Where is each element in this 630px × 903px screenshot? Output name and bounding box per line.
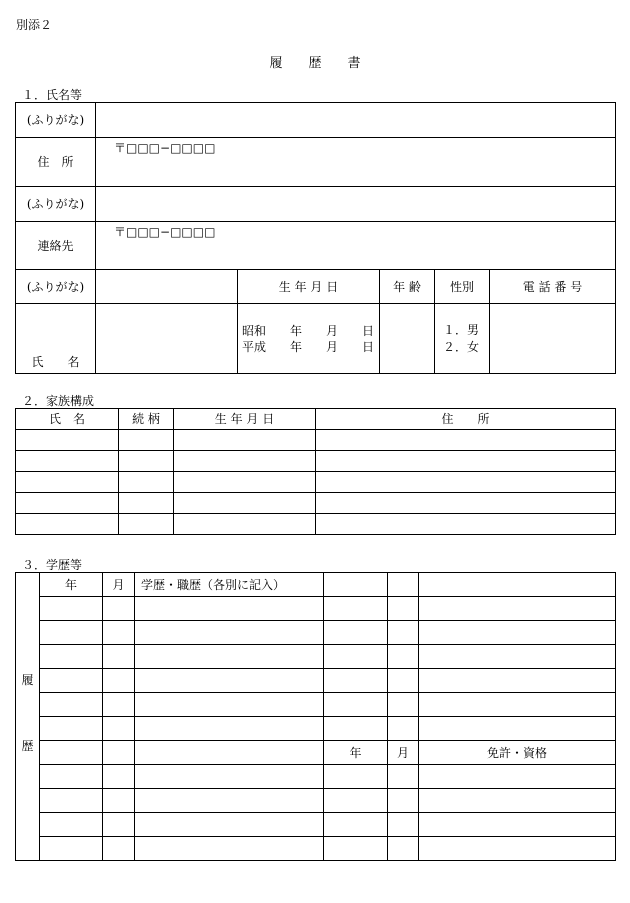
history-cell[interactable] bbox=[40, 693, 103, 717]
history-cell[interactable] bbox=[419, 789, 616, 813]
phone-header: 電 話 番 号 bbox=[490, 270, 616, 304]
table-row bbox=[16, 789, 616, 813]
history-cell[interactable] bbox=[135, 789, 324, 813]
history-cell[interactable] bbox=[388, 813, 419, 837]
table-row bbox=[16, 765, 616, 789]
furigana-label: (ふりがな) bbox=[16, 103, 96, 138]
history-cell[interactable] bbox=[40, 669, 103, 693]
name-label: 氏 名 bbox=[16, 304, 96, 374]
history-cell[interactable] bbox=[419, 813, 616, 837]
history-cell[interactable] bbox=[324, 597, 388, 621]
postal-code-template: 〒□□□−□□□□ bbox=[114, 141, 216, 155]
family-col-address: 住 所 bbox=[316, 409, 616, 430]
history-cell[interactable] bbox=[135, 837, 324, 861]
history-cell[interactable] bbox=[40, 813, 103, 837]
history-cell[interactable] bbox=[103, 765, 135, 789]
history-cell[interactable] bbox=[135, 717, 324, 741]
table-row bbox=[16, 514, 616, 535]
history-cell[interactable] bbox=[324, 645, 388, 669]
history-col-month: 月 bbox=[103, 573, 135, 597]
history-cell[interactable] bbox=[419, 693, 616, 717]
history-cell[interactable] bbox=[388, 717, 419, 741]
history-cell[interactable] bbox=[324, 837, 388, 861]
table-row bbox=[16, 741, 616, 765]
history-cell[interactable] bbox=[324, 813, 388, 837]
history-cell[interactable] bbox=[135, 741, 324, 765]
history-cell[interactable] bbox=[324, 573, 388, 597]
address-field[interactable] bbox=[96, 138, 616, 187]
table-row bbox=[16, 837, 616, 861]
history-cell[interactable] bbox=[40, 717, 103, 741]
name-furigana-field[interactable] bbox=[96, 270, 238, 304]
history-cell[interactable] bbox=[388, 669, 419, 693]
furigana-label: (ふりがな) bbox=[16, 187, 96, 222]
history-table bbox=[15, 572, 616, 861]
postal-code-template: 〒□□□−□□□□ bbox=[114, 225, 216, 239]
table-row bbox=[16, 669, 616, 693]
gender-field[interactable] bbox=[435, 304, 490, 374]
history-cell[interactable] bbox=[388, 693, 419, 717]
family-cell[interactable] bbox=[16, 493, 119, 514]
family-cell[interactable] bbox=[16, 514, 119, 535]
attachment-label: 別添２ bbox=[16, 18, 53, 32]
family-cell[interactable] bbox=[119, 493, 174, 514]
history-cell[interactable] bbox=[419, 645, 616, 669]
family-table bbox=[15, 408, 616, 535]
family-cell[interactable] bbox=[174, 514, 316, 535]
history-cell[interactable] bbox=[103, 669, 135, 693]
history-cell[interactable] bbox=[103, 597, 135, 621]
history-cell[interactable] bbox=[388, 765, 419, 789]
side-label-rireki-2: 歴 bbox=[21, 739, 34, 753]
family-cell[interactable] bbox=[16, 472, 119, 493]
history-cell[interactable] bbox=[419, 837, 616, 861]
family-cell[interactable] bbox=[174, 430, 316, 451]
history-cell[interactable] bbox=[40, 789, 103, 813]
table-row bbox=[16, 717, 616, 741]
history-cell[interactable] bbox=[324, 669, 388, 693]
phone-field[interactable] bbox=[490, 304, 616, 374]
history-cell[interactable] bbox=[419, 597, 616, 621]
history-cell[interactable] bbox=[388, 621, 419, 645]
table-row bbox=[16, 493, 616, 514]
family-cell[interactable] bbox=[316, 430, 616, 451]
section3-heading: ３．学歴等 bbox=[22, 558, 83, 572]
furigana-field[interactable] bbox=[96, 103, 616, 138]
family-cell[interactable] bbox=[119, 430, 174, 451]
history-side-label bbox=[16, 573, 40, 861]
family-cell[interactable] bbox=[119, 472, 174, 493]
history-cell[interactable] bbox=[40, 741, 103, 765]
history-cell[interactable] bbox=[388, 837, 419, 861]
history-cell[interactable] bbox=[135, 645, 324, 669]
history-cell[interactable] bbox=[103, 741, 135, 765]
name-field[interactable] bbox=[96, 304, 238, 374]
era-showa: 昭和 年 月 日 bbox=[242, 323, 375, 338]
history-cell[interactable] bbox=[103, 813, 135, 837]
furigana-field[interactable] bbox=[96, 187, 616, 222]
history-cell[interactable] bbox=[419, 621, 616, 645]
history-cell[interactable] bbox=[103, 837, 135, 861]
personal-info-table bbox=[15, 102, 616, 374]
table-row bbox=[16, 621, 616, 645]
history-cell[interactable] bbox=[40, 597, 103, 621]
side-label-rireki-1: 履 bbox=[21, 673, 34, 687]
family-col-relation: 続 柄 bbox=[119, 409, 174, 430]
history-cell[interactable] bbox=[103, 693, 135, 717]
furigana-label: (ふりがな) bbox=[16, 270, 96, 304]
table-row bbox=[16, 472, 616, 493]
family-cell[interactable] bbox=[119, 514, 174, 535]
history-cell[interactable] bbox=[388, 573, 419, 597]
history-cell[interactable] bbox=[419, 765, 616, 789]
history-cell[interactable] bbox=[103, 621, 135, 645]
history-cell[interactable] bbox=[419, 669, 616, 693]
family-col-birthdate: 生 年 月 日 bbox=[174, 409, 316, 430]
family-cell[interactable] bbox=[16, 451, 119, 472]
history-cell[interactable] bbox=[388, 597, 419, 621]
history-cell[interactable] bbox=[388, 645, 419, 669]
history-cell[interactable] bbox=[324, 717, 388, 741]
table-row bbox=[16, 597, 616, 621]
table-row bbox=[16, 430, 616, 451]
license-col-month: 月 bbox=[388, 741, 419, 765]
contact-label: 連絡先 bbox=[16, 222, 96, 270]
section1-heading: １．氏名等 bbox=[22, 88, 83, 102]
family-cell[interactable] bbox=[119, 451, 174, 472]
family-cell[interactable] bbox=[316, 493, 616, 514]
history-cell[interactable] bbox=[324, 789, 388, 813]
gender-header: 性別 bbox=[435, 270, 490, 304]
birthdate-header: 生 年 月 日 bbox=[238, 270, 380, 304]
history-cell[interactable] bbox=[135, 693, 324, 717]
family-cell[interactable] bbox=[174, 451, 316, 472]
address-label: 住 所 bbox=[16, 138, 96, 187]
family-cell[interactable] bbox=[316, 514, 616, 535]
license-col-title: 免許・資格 bbox=[419, 741, 616, 765]
history-cell[interactable] bbox=[135, 765, 324, 789]
family-cell[interactable] bbox=[174, 493, 316, 514]
history-cell[interactable] bbox=[103, 717, 135, 741]
age-field[interactable] bbox=[380, 304, 435, 374]
history-cell[interactable] bbox=[135, 669, 324, 693]
age-header: 年 齢 bbox=[380, 270, 435, 304]
table-row bbox=[16, 813, 616, 837]
history-cell[interactable] bbox=[324, 765, 388, 789]
family-cell[interactable] bbox=[16, 430, 119, 451]
contact-field[interactable] bbox=[96, 222, 616, 270]
era-heisei: 平成 年 月 日 bbox=[242, 339, 375, 354]
table-row bbox=[16, 451, 616, 472]
history-cell[interactable] bbox=[324, 621, 388, 645]
gender-option-male: １．男 bbox=[443, 322, 480, 337]
family-cell[interactable] bbox=[316, 451, 616, 472]
history-cell[interactable] bbox=[388, 789, 419, 813]
family-col-name: 氏 名 bbox=[16, 409, 119, 430]
page-title: 履 歴 書 bbox=[269, 56, 361, 71]
history-cell[interactable] bbox=[103, 645, 135, 669]
table-row bbox=[16, 645, 616, 669]
history-cell[interactable] bbox=[40, 621, 103, 645]
history-cell[interactable] bbox=[135, 813, 324, 837]
gender-option-female: ２．女 bbox=[443, 339, 480, 354]
history-cell[interactable] bbox=[324, 693, 388, 717]
history-cell[interactable] bbox=[40, 837, 103, 861]
history-cell[interactable] bbox=[103, 789, 135, 813]
history-cell[interactable] bbox=[419, 573, 616, 597]
family-cell[interactable] bbox=[316, 472, 616, 493]
history-cell[interactable] bbox=[419, 717, 616, 741]
table-row bbox=[16, 693, 616, 717]
license-col-year: 年 bbox=[324, 741, 388, 765]
birthdate-field[interactable] bbox=[238, 304, 380, 374]
history-cell[interactable] bbox=[40, 645, 103, 669]
section2-heading: ２．家族構成 bbox=[22, 394, 95, 408]
history-cell[interactable] bbox=[135, 597, 324, 621]
history-col-year: 年 bbox=[40, 573, 103, 597]
history-col-description: 学歴・職歴（各別に記入） bbox=[135, 573, 324, 597]
history-cell[interactable] bbox=[135, 621, 324, 645]
history-cell[interactable] bbox=[40, 765, 103, 789]
family-cell[interactable] bbox=[174, 472, 316, 493]
